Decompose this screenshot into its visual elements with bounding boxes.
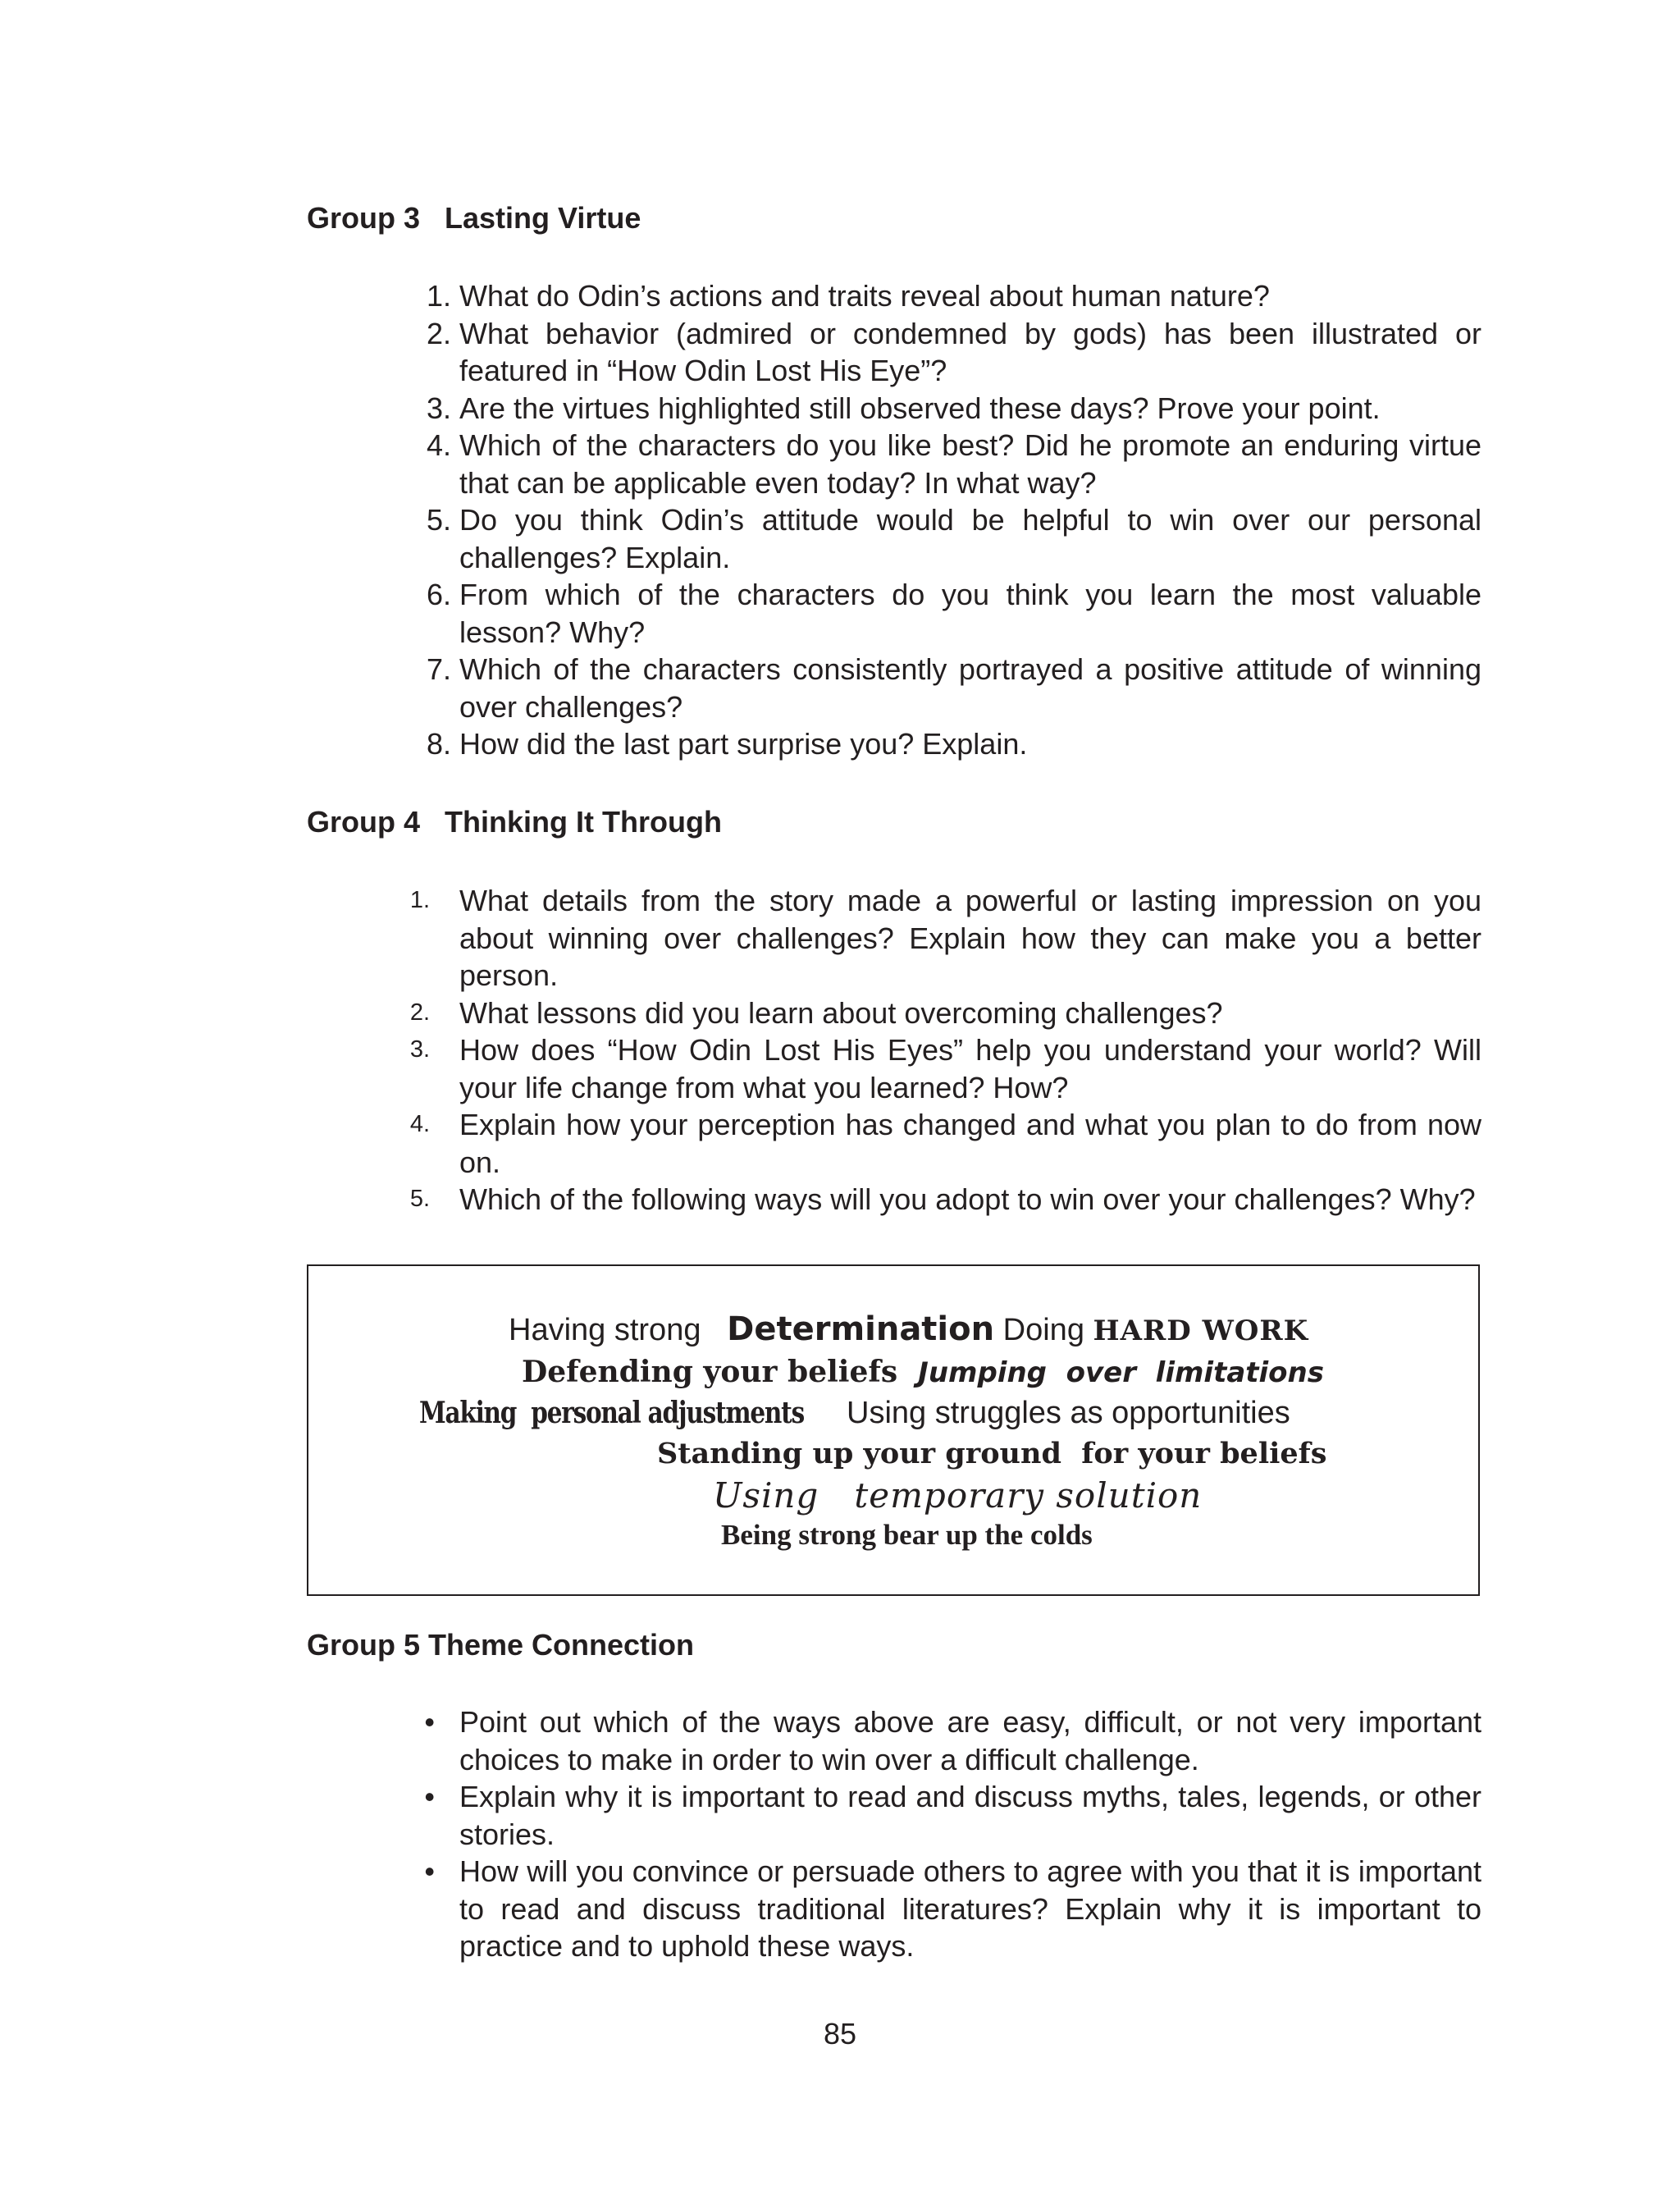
list-item	[307, 994, 1481, 1032]
item-text: From which of the characters do you think you learn the most valuable lesson? Why?	[459, 578, 1481, 649]
list-item	[307, 277, 1481, 315]
adjustments-text: Making personal adjustments	[419, 1396, 804, 1430]
item-text: Explain why it is important to read and discuss myths, tales, legends, or other stories.	[459, 1780, 1481, 1851]
group-4-heading: Group 4 Thinking It Through	[307, 805, 722, 839]
list-item	[307, 725, 1481, 763]
bullet: •	[424, 1854, 435, 1888]
item-text: Do you think Odin’s attitude would be helpful to win over our personal challenges? Explain.	[459, 503, 1481, 574]
item-text: What behavior (admired or condemned by gods) has been illustrated or featured in “How Odin Lost His Eye”?	[459, 316, 1481, 387]
item-number: 2.	[409, 999, 430, 1026]
item-text: What do Odin’s actions and traits reveal about human nature?	[459, 279, 1270, 313]
struggles-text: Using struggles as opportunities	[829, 1396, 1290, 1430]
item-number: 6.	[426, 578, 451, 611]
bullet: •	[424, 1780, 435, 1813]
list-item	[307, 576, 1481, 651]
item-number: 2.	[426, 316, 451, 350]
ways-box	[307, 1264, 1480, 1596]
item-number: 4.	[426, 428, 451, 462]
item-number: 1.	[409, 887, 430, 913]
item-number: 5.	[409, 1186, 430, 1212]
list-item	[307, 882, 1481, 994]
item-number: 5.	[426, 503, 451, 537]
item-number: 3.	[409, 1036, 430, 1063]
jumping-text: Jumping over limitations	[918, 1356, 1324, 1389]
list-item	[307, 427, 1481, 501]
item-text: What details from the story made a powerful or lasting impression on you about winning over challenges? Explain how they can make you a better person.	[459, 884, 1481, 992]
way-line-adjustments	[419, 1396, 1290, 1431]
list-item	[307, 1853, 1481, 1965]
item-number: 4.	[409, 1111, 430, 1137]
way-line-bear-up: Being strong bear up the colds	[721, 1519, 1093, 1551]
list-item	[307, 315, 1481, 390]
list-item	[307, 1181, 1481, 1218]
item-text: How did the last part surprise you? Explain.	[459, 727, 1028, 761]
list-item	[307, 1703, 1481, 1778]
doing-text: Doing	[994, 1313, 1093, 1347]
list-item	[307, 1106, 1481, 1181]
group-5-bullet-list	[307, 1703, 1481, 1965]
hard-work-text: HARD WORK	[1093, 1314, 1309, 1347]
item-text: How will you convince or persuade others to agree with you that it is important to read and discuss traditional literatures? Explain why it is important to practice and to uphold these ways.	[459, 1854, 1481, 1963]
item-text: Explain how your perception has changed and what you plan to do from now on.	[459, 1108, 1481, 1179]
item-text: How does “How Odin Lost His Eyes” help you understand your world? Will your life change from what you learned? How?	[459, 1033, 1481, 1104]
list-item	[307, 1031, 1481, 1106]
item-text: Are the virtues highlighted still observed these days? Prove your point.	[459, 391, 1381, 425]
group-5-heading: Group 5 Theme Connection	[307, 1628, 695, 1662]
list-item	[307, 651, 1481, 725]
defending-text: Defending your beliefs	[522, 1355, 919, 1389]
item-number: 3.	[426, 391, 451, 425]
list-item	[307, 1778, 1481, 1853]
way-line-standing: Standing up your ground for your beliefs	[657, 1437, 1327, 1470]
group-3-question-list	[307, 277, 1481, 763]
item-text: Point out which of the ways above are easy, difficult, or not very important choices to make in order to win over a difficult challenge.	[459, 1705, 1481, 1776]
item-text: Which of the characters consistently portrayed a positive attitude of winning over challenges?	[459, 652, 1481, 724]
item-number: 8.	[426, 727, 451, 761]
determination-text: Determination	[727, 1310, 995, 1348]
group-3-heading: Group 3 Lasting Virtue	[307, 201, 641, 235]
list-item	[307, 501, 1481, 576]
item-text: What lessons did you learn about overcoming challenges?	[459, 995, 1223, 1030]
item-text: Which of the following ways will you adopt to win over your challenges? Why?	[459, 1182, 1476, 1216]
item-text: Which of the characters do you like best? Did he promote an enduring virtue that can be applicable even today? In what way?	[459, 428, 1481, 500]
way-line-temporary: Using temporary solution	[713, 1475, 1203, 1516]
way-line-beliefs	[522, 1355, 1324, 1389]
item-number: 1.	[426, 279, 451, 313]
item-number: 7.	[426, 652, 451, 686]
way-line-determination	[509, 1310, 1308, 1348]
page-number: 85	[823, 2017, 857, 2051]
having-strong-text: Having strong	[509, 1313, 728, 1347]
group-4-question-list	[307, 882, 1481, 1218]
list-item	[307, 390, 1481, 427]
bullet: •	[424, 1705, 435, 1739]
